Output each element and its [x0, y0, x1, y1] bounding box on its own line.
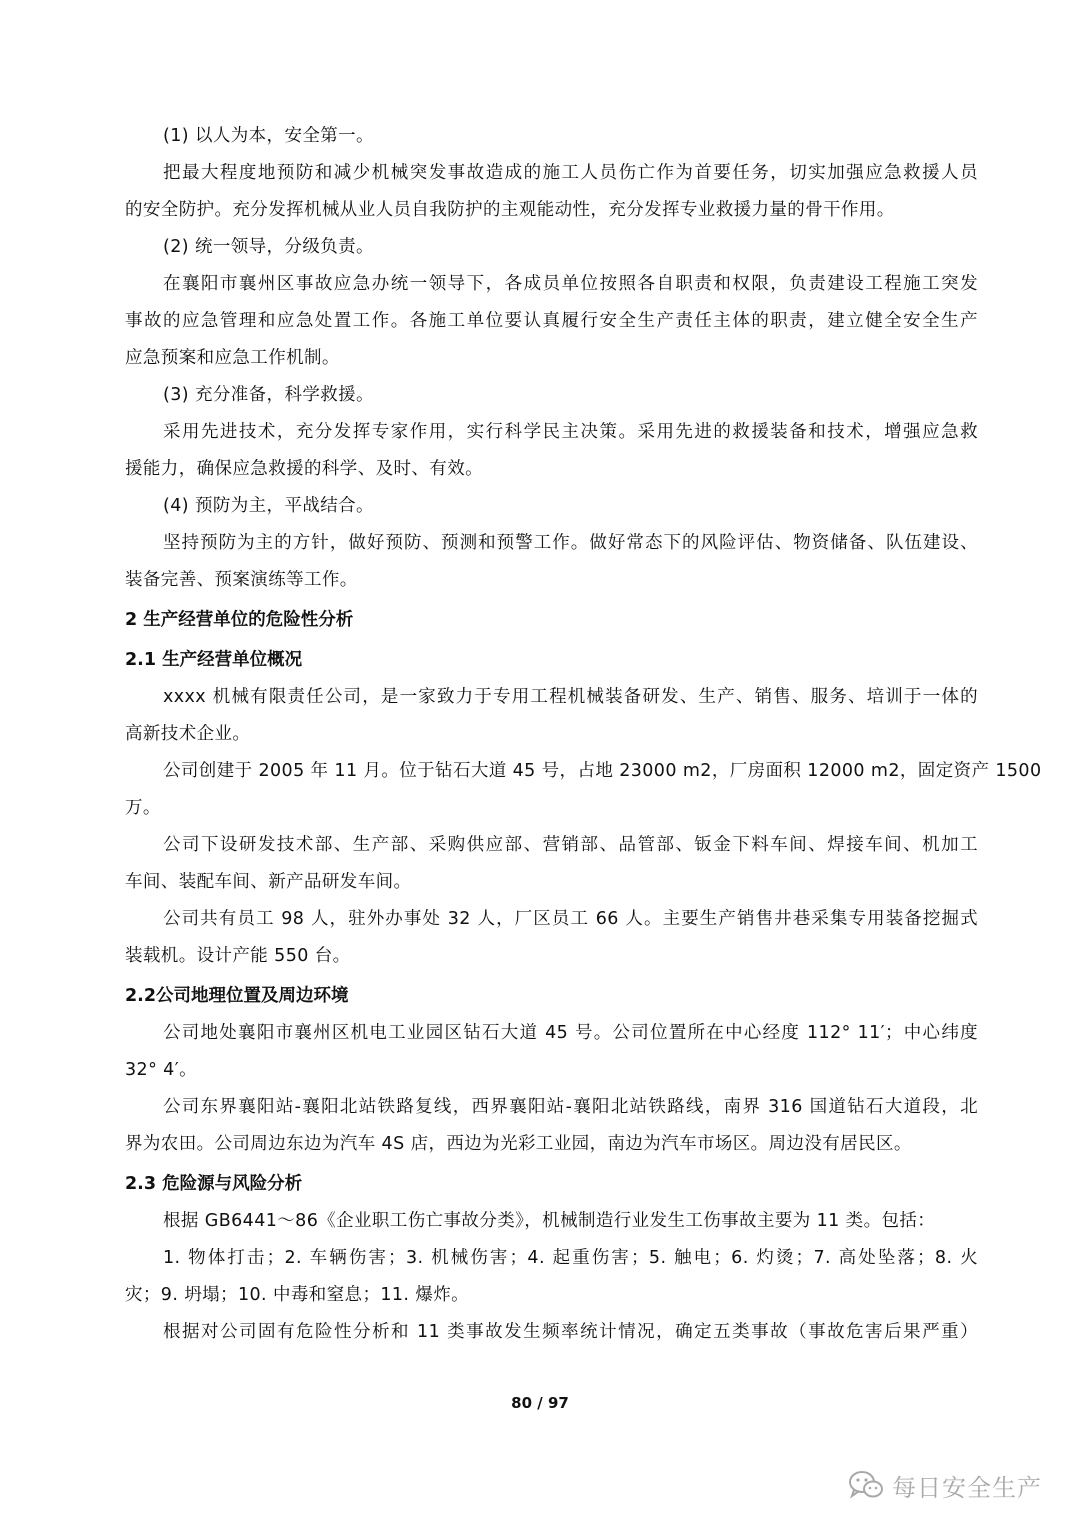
text-line: 装载机。设计产能 550 台。: [125, 946, 351, 966]
watermark-text: 每日安全生产: [892, 1473, 1042, 1502]
text-line: 根据 GB6441～86《企业职工伤亡事故分类》，机械制造行业发生工伤事故主要为 11 类。包括：: [163, 1211, 936, 1231]
text-line: 的安全防护。充分发挥机械从业人员自我防护的主观能动性，充分发挥专业救援力量的骨干作用。: [125, 200, 895, 220]
text-line: 万。: [125, 798, 161, 818]
text-line: (3) 充分准备，科学救援。: [163, 385, 374, 405]
section-heading: 2.1 生产经营单位概况: [125, 650, 303, 670]
text-line: 公司共有员工 98 人，驻外办事处 32 人，厂区员工 66 人。主要生产销售井巷采集专用装备挖掘式: [163, 909, 978, 929]
text-line: (2) 统一领导，分级负责。: [163, 237, 374, 257]
section-heading: 2.3 危险源与风险分析: [125, 1174, 303, 1194]
text-line: 界为农田。公司周边东边为汽车 4S 店，西边为光彩工业园，南边为汽车市场区。周边没有居民区。: [125, 1134, 912, 1154]
text-line: 根据对公司固有危险性分析和 11 类事故发生频率统计情况，确定五类事故（事故危害后果严重）: [163, 1322, 978, 1342]
text-line: 应急预案和应急工作机制。: [125, 348, 340, 368]
text-line: 坚持预防为主的方针，做好预防、预测和预警工作。做好常态下的风险评估、物资储备、队伍建设、: [163, 533, 978, 553]
text-line: 公司下设研发技术部、生产部、采购供应部、营销部、品管部、钣金下料车间、焊接车间、机加工: [163, 835, 978, 855]
text-line: (4) 预防为主，平战结合。: [163, 496, 374, 516]
section-heading: 2 生产经营单位的危险性分析: [125, 610, 354, 630]
text-line: 援能力，确保应急救援的科学、及时、有效。: [125, 459, 483, 479]
watermark: [848, 1465, 1042, 1505]
text-line: 灾；9. 坍塌；10. 中毒和窒息；11. 爆炸。: [125, 1285, 470, 1305]
text-line: 1. 物体打击；2. 车辆伤害；3. 机械伤害；4. 起重伤害；5. 触电；6. 灼烫；7. 高处坠落；8. 火: [163, 1248, 978, 1268]
text-line: 公司地处襄阳市襄州区机电工业园区钻石大道 45 号。公司位置所在中心经度 112° 11′；中心纬度: [163, 1023, 978, 1043]
text-line: 车间、装配车间、新产品研发车间。: [125, 872, 412, 892]
text-line: (1) 以人为本，安全第一。: [163, 126, 374, 146]
text-line: 采用先进技术，充分发挥专家作用，实行科学民主决策。采用先进的救援装备和技术，增强应急救: [163, 422, 978, 442]
page-number: 80 / 97: [511, 1394, 569, 1412]
text-line: 事故的应急管理和应急处置工作。各施工单位要认真履行安全生产责任主体的职责，建立健全安全生产: [125, 311, 978, 331]
text-line: 装备完善、预案演练等工作。: [125, 570, 358, 590]
text-line: 高新技术企业。: [125, 724, 251, 744]
text-line: xxxx 机械有限责任公司，是一家致力于专用工程机械装备研发、生产、销售、服务、培训于一体的: [163, 687, 978, 707]
text-line: 把最大程度地预防和减少机械突发事故造成的施工人员伤亡作为首要任务，切实加强应急救援人员: [163, 163, 978, 183]
text-line: 在襄阳市襄州区事故应急办统一领导下，各成员单位按照各自职责和权限，负责建设工程施工突发: [163, 274, 978, 294]
text-line: 公司创建于 2005 年 11 月。位于钻石大道 45 号，占地 23000 m2，厂房面积 12000 m2，固定资产 1500: [163, 761, 1042, 781]
document-body: [125, 118, 1042, 1351]
wechat-icon: [848, 1470, 884, 1500]
section-heading: 2.2公司地理位置及周边环境: [125, 986, 349, 1006]
text-line: 公司东界襄阳站-襄阳北站铁路复线，西界襄阳站-襄阳北站铁路线，南界 316 国道钻石大道段，北: [163, 1097, 978, 1117]
text-line: 32° 4′。: [125, 1060, 197, 1080]
